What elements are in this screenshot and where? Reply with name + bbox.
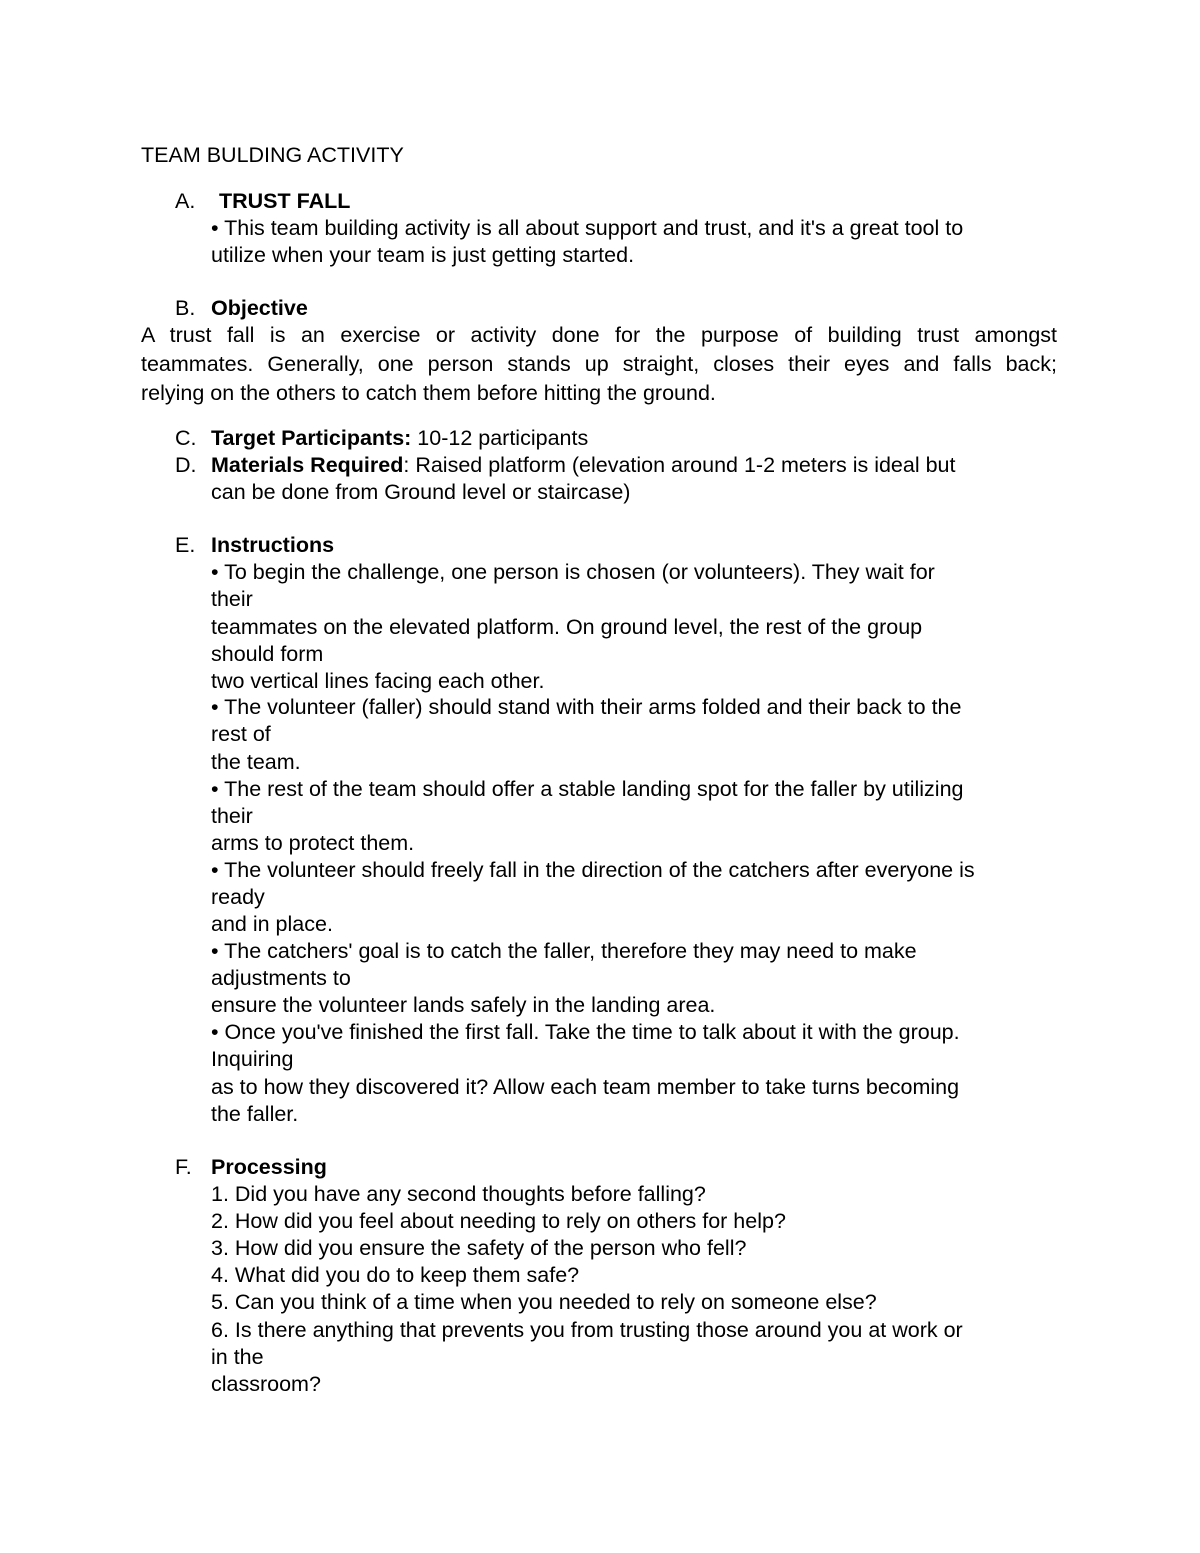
section-a-line: • This team building activity is all about support and trust, and it's a great tool to bbox=[211, 216, 964, 240]
instruction-line: the faller. bbox=[211, 1102, 299, 1126]
instruction-line: teammates on the elevated platform. On ground level, the rest of the group bbox=[211, 615, 923, 639]
section-c-letter: C. bbox=[175, 426, 197, 450]
processing-question: 1. Did you have any second thoughts before falling? bbox=[211, 1182, 706, 1206]
processing-question: in the bbox=[211, 1345, 264, 1369]
processing-question: 6. Is there anything that prevents you from trusting those around you at work or bbox=[211, 1318, 963, 1342]
section-a-line: utilize when your team is just getting started. bbox=[211, 243, 635, 267]
section-d-value: : Raised platform (elevation around 1-2 meters is ideal but bbox=[403, 453, 956, 477]
processing-question: classroom? bbox=[211, 1372, 321, 1396]
instruction-line: two vertical lines facing each other. bbox=[211, 669, 545, 693]
instruction-line: • The catchers' goal is to catch the faller, therefore they may need to make bbox=[211, 939, 917, 963]
section-b-letter: B. bbox=[175, 296, 196, 320]
instruction-line: adjustments to bbox=[211, 966, 351, 990]
instruction-line: • The rest of the team should offer a stable landing spot for the faller by utilizing bbox=[211, 777, 964, 801]
section-c-value: 10-12 participants bbox=[411, 426, 589, 450]
instruction-line: arms to protect them. bbox=[211, 831, 415, 855]
instruction-line: • Once you've finished the first fall. Take the time to talk about it with the group. bbox=[211, 1020, 960, 1044]
instruction-line: rest of bbox=[211, 722, 271, 746]
instruction-line: • The volunteer (faller) should stand with their arms folded and their back to the bbox=[211, 695, 962, 719]
section-c-heading: Target Participants: bbox=[211, 426, 412, 450]
section-d-content bbox=[211, 452, 956, 479]
instruction-line: • The volunteer should freely fall in the direction of the catchers after everyone is bbox=[211, 858, 975, 882]
instruction-line: their bbox=[211, 587, 253, 611]
instruction-line: ensure the volunteer lands safely in the landing area. bbox=[211, 993, 716, 1017]
processing-question: 2. How did you feel about needing to rely on others for help? bbox=[211, 1209, 786, 1233]
section-a-heading: TRUST FALL bbox=[219, 189, 351, 213]
instruction-line: the team. bbox=[211, 750, 301, 774]
instruction-line: • To begin the challenge, one person is chosen (or volunteers). They wait for bbox=[211, 560, 935, 584]
instruction-line: ready bbox=[211, 885, 265, 909]
section-f-heading: Processing bbox=[211, 1155, 327, 1179]
instruction-line: as to how they discovered it? Allow each team member to take turns becoming bbox=[211, 1075, 960, 1099]
instruction-line: should form bbox=[211, 642, 324, 666]
objective-paragraph-line: teammates. Generally, one person stands up straight, closes their eyes and falls back; bbox=[141, 352, 1057, 376]
section-e-heading: Instructions bbox=[211, 533, 335, 557]
processing-question: 4. What did you do to keep them safe? bbox=[211, 1263, 580, 1287]
objective-paragraph-line: A trust fall is an exercise or activity done for the purpose of building trust amongst bbox=[141, 323, 1057, 347]
section-d-heading: Materials Required bbox=[211, 453, 404, 477]
section-f-letter: F. bbox=[175, 1155, 192, 1179]
instruction-line: and in place. bbox=[211, 912, 333, 936]
processing-question: 3. How did you ensure the safety of the person who fell? bbox=[211, 1236, 747, 1260]
document-title: TEAM BULDING ACTIVITY bbox=[141, 143, 404, 167]
section-b-heading: Objective bbox=[211, 296, 308, 320]
instruction-line: their bbox=[211, 804, 253, 828]
objective-paragraph-line: relying on the others to catch them before hitting the ground. bbox=[141, 381, 716, 405]
instruction-line: Inquiring bbox=[211, 1047, 294, 1071]
section-a-letter: A. bbox=[175, 189, 196, 213]
section-d-letter: D. bbox=[175, 453, 197, 477]
section-d-line: can be done from Ground level or staircase) bbox=[211, 480, 631, 504]
processing-question: 5. Can you think of a time when you needed to rely on someone else? bbox=[211, 1290, 877, 1314]
section-c-content bbox=[211, 425, 588, 452]
section-e-letter: E. bbox=[175, 533, 196, 557]
